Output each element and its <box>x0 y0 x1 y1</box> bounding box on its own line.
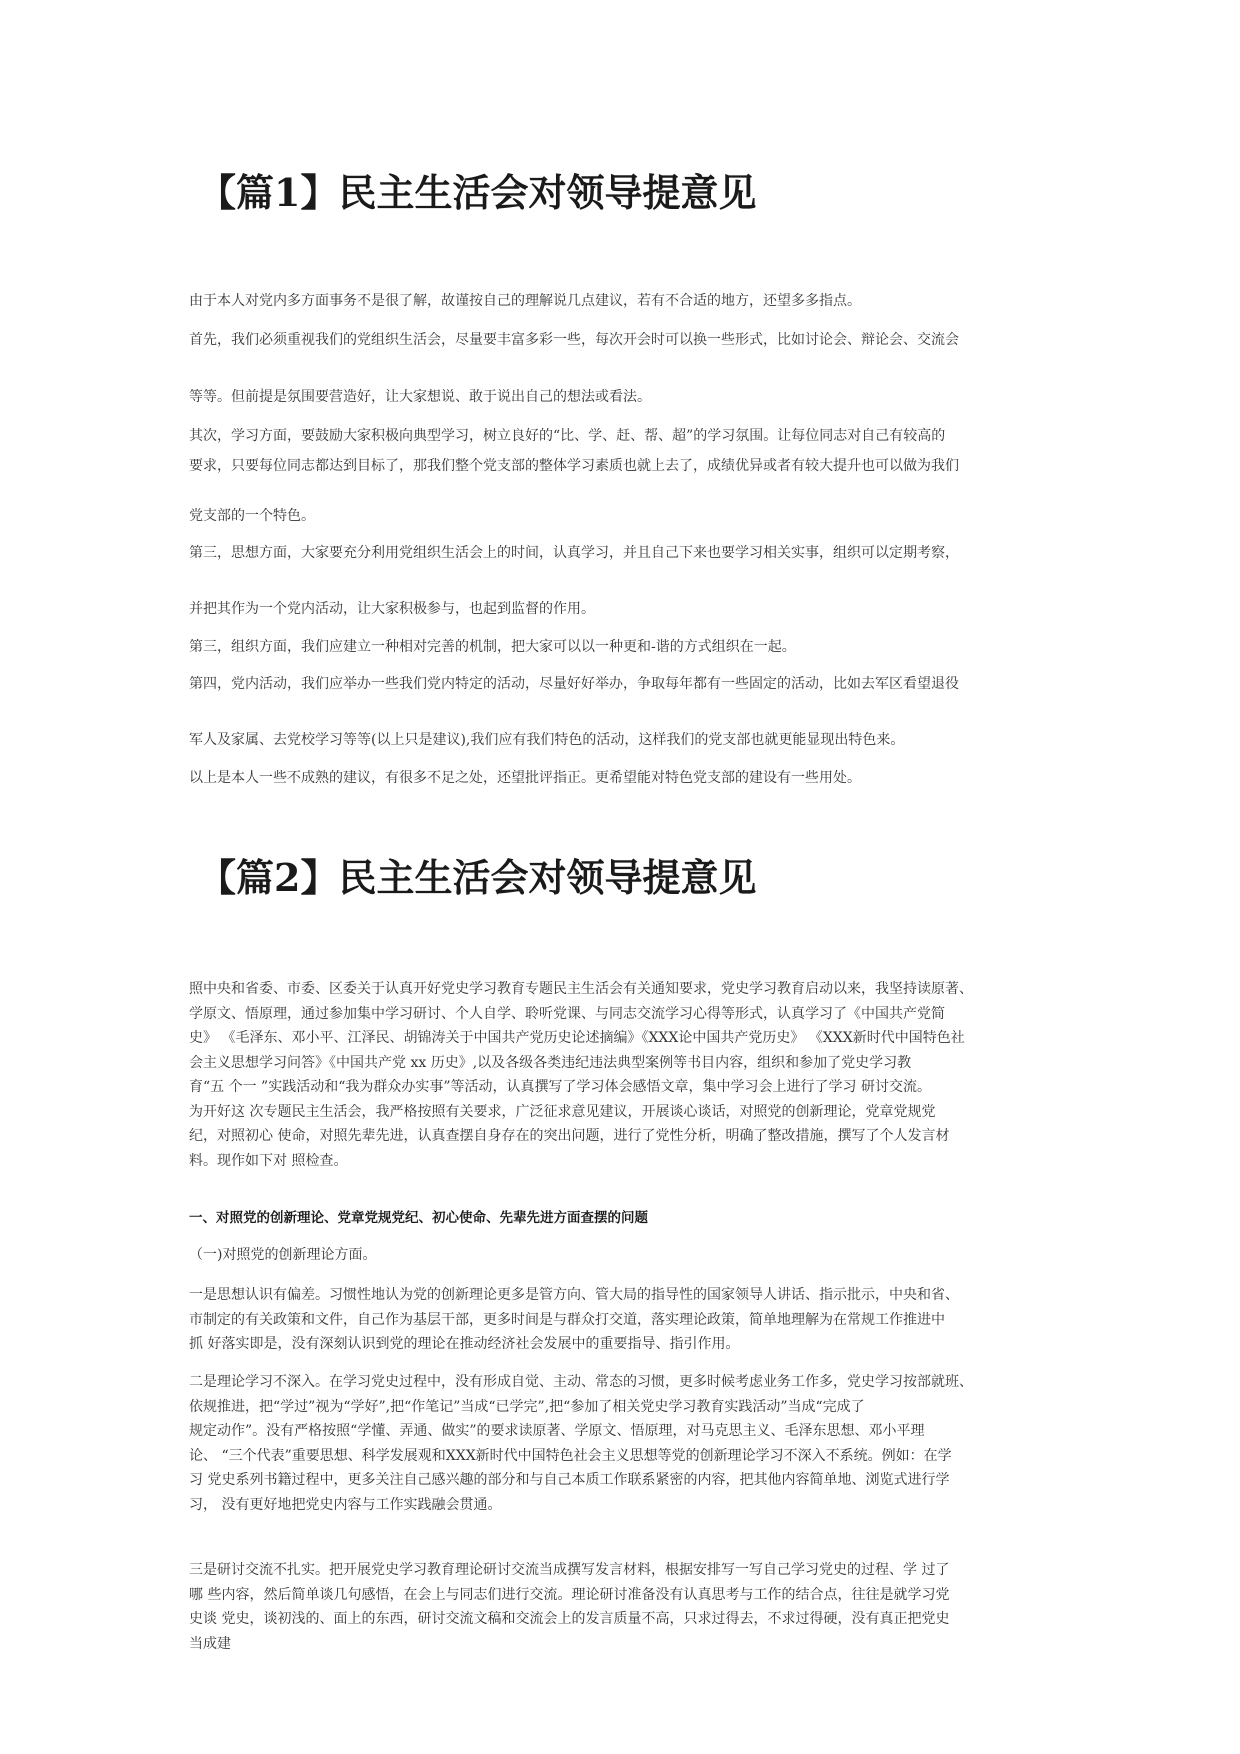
article-1-paragraph-2-line-1: 首先，我们必须重视我们的党组织生活会，尽量要丰富多彩一些，每次开会时可以换一些形式，比如讨论会、辩论会、交流会 <box>189 332 959 348</box>
point-2-line: 论、 “三个代表”重要思想、科学发展观和XXX新时代中国特色社会主义思想等党的创新理论学习不深入不系统。例如：在学 <box>189 1447 952 1464</box>
article-1-paragraph-4-line-1: 第三，思想方面，大家要充分利用党组织生活会上的时间，认真学习，并且自己下来也要学习相关实事，组织可以定期考察， <box>189 545 959 561</box>
article-1-paragraph-6-line-1: 第四，党内活动，我们应举办一些我们党内特定的活动，尽量好好举办，争取每年都有一些固定的活动，比如去军区看望退役 <box>189 676 959 692</box>
point-2-line: 习 党史系列书籍过程中，更多关注自己感兴趣的部分和与自己本质工作联系紧密的内容，把其他内容简单地、浏览式进行学 <box>189 1472 950 1488</box>
point-2-line: 二是理论学习不深入。在学习党史过程中，没有形成自觉、主动、常态的习惯，更多时候考虑业务工作多，党史学习按部就班、 <box>189 1374 973 1390</box>
article-1-paragraph-1: 由于本人对党内多方面事务不是很了解，故谨按自己的理解说几点建议，若有不合适的地方，还望多多指点。 <box>189 293 861 309</box>
article-2-intro-line: 为开好这 次专题民主生活会，我严格按照有关要求，广泛征求意见建议，开展谈心谈话，对照党的创新理论，党章党规党 <box>189 1103 936 1120</box>
point-3-line: 当成建 <box>189 1635 231 1652</box>
point-1-paragraph <box>189 1283 1059 1357</box>
section-1-heading: 一、对照党的创新理论、党章党规党纪、初心使命、先辈先进方面查摆的问题 <box>189 1210 648 1226</box>
article-1-paragraph-7: 以上是本人一些不成熟的建议，有很多不足之处，还望批评指正。更希望能对特色党支部的建设有一些用处。 <box>189 770 861 786</box>
article-2-intro-line: 会主义思想学习问答》《中国共产党 xx 历史》,以及各级各类违纪违法典型案例等书目内容，组织和参加了党史学习教 <box>189 1054 912 1071</box>
article-2-intro-line: 史》 《毛泽东、邓小平、江泽民、胡锦涛关于中国共产党历史论述摘编》《XXX论中国共产党历史》 《XXX新时代中国特色社 <box>189 1030 965 1046</box>
article-2-intro-line: 学原文、悟原理，通过参加集中学习研讨、个人自学、聆听党课、与同志交流学习心得等形式，认真学习了《中国共产党简 <box>189 1005 945 1022</box>
article-2-title: 【篇2】民主生活会对领导提意见 <box>198 855 757 900</box>
point-2-line: 规定动作”。没有严格按照“学懂、弄通、做实”的要求读原著、学原文、悟原理，对马克思主义、毛泽东思想、邓小平理 <box>189 1423 925 1439</box>
subsection-1-heading: （一)对照党的创新理论方面。 <box>189 1247 377 1263</box>
article-1-title: 【篇1】民主生活会对领导提意见 <box>198 170 757 215</box>
article-2-intro-line: 料。现作如下对 照检查。 <box>189 1152 348 1169</box>
article-1-paragraph-4-line-2: 并把其作为一个党内活动，让大家积极参与，也起到监督的作用。 <box>189 601 595 617</box>
article-2-intro-line: 育“五 个一 ”实践活动和“我为群众办实事”等活动，认真撰写了学习体会感悟文章，集中学习会上进行了学习 研讨交流。 <box>189 1079 931 1095</box>
point-1-line: 抓 好落实即是，没有深刻认识到党的理论在推动经济社会发展中的重要指导、指引作用。 <box>189 1336 740 1352</box>
point-2-paragraph <box>189 1370 1059 1517</box>
point-1-line: 市制定的有关政策和文件，自己作为基层干部，更多时间是与群众打交道，落实理论政策，简单地理解为在常规工作推进中 <box>189 1311 945 1328</box>
point-1-line: 一是思想认识有偏差。习惯性地认为党的创新理论更多是管方向、管大局的指导性的国家领导人讲话、指示批示，中央和省、 <box>189 1287 959 1303</box>
point-2-line: 习， 没有更好地把党史内容与工作实践融会贯通。 <box>189 1496 502 1513</box>
point-2-line: 依规推进，把“学过”视为“学好”,把“作笔记”当成“已学完”,把“参加了相关党史学习教育实践活动”当成“完成了 <box>189 1398 865 1415</box>
point-3-paragraph <box>189 1558 1059 1656</box>
article-1-paragraph-5: 第三，组织方面，我们应建立一种相对完善的机制，把大家可以以一种更和-谐的方式组织在一起。 <box>189 639 796 655</box>
point-3-line: 史谈 党史，谈初浅的、面上的东西，研讨交流文稿和交流会上的发言质量不高，只求过得去，不求过得硬，没有真正把党史 <box>189 1611 950 1627</box>
article-2-intro-line: 照中央和省委、市委、区委关于认真开好党史学习教育专题民主生活会有关通知要求，党史学习教育启动以来，我坚持读原著、 <box>189 981 973 997</box>
article-1-paragraph-6-line-2: 军人及家属、去党校学习等等(以上只是建议),我们应有我们特色的活动，这样我们的党支部也就更能显现出特色来。 <box>189 732 905 748</box>
article-1-paragraph-3-line-2: 要求，只要每位同志都达到目标了，那我们整个党支部的整体学习素质也就上去了，成绩优异或者有较大提升也可以做为我们 <box>189 458 959 474</box>
point-3-line: 三是研讨交流不扎实。把开展党史学习教育理论研讨交流当成撰写发言材料，根据安排写一写自己学习党史的过程、学 过了 <box>189 1562 950 1578</box>
article-2-intro-line: 纪，对照初心 使命，对照先辈先进，认真查摆自身存在的突出问题，进行了党性分析，明确了整改措施，撰写了个人发言材 <box>189 1128 950 1144</box>
article-1-paragraph-3-line-1: 其次，学习方面，要鼓励大家积极向典型学习，树立良好的“比、学、赶、帮、超”的学习氛围。让每位同志对自己有较高的 <box>189 428 946 444</box>
article-1-paragraph-3-line-3: 党支部的一个特色。 <box>189 508 315 524</box>
article-2-intro <box>189 977 1059 1173</box>
article-1-paragraph-2-line-2: 等等。但前提是氛围要营造好，让大家想说、敢于说出自己的想法或看法。 <box>189 389 651 405</box>
point-3-line: 哪 些内容，然后简单谈几句感悟，在会上与同志们进行交流。理论研讨准备没有认真思考与工作的结合点，往往是就学习党 <box>189 1586 950 1603</box>
